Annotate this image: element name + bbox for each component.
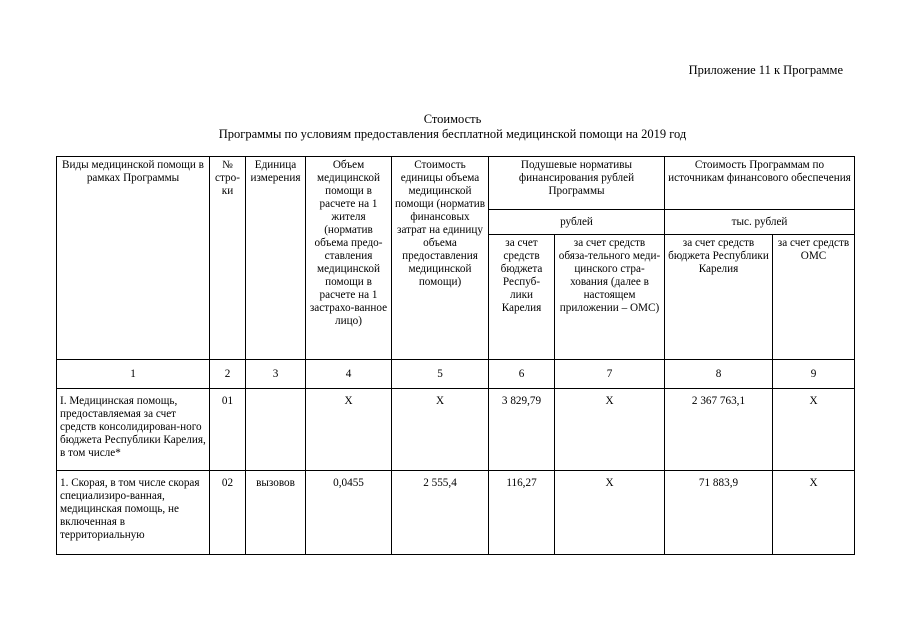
- column-number-row: [57, 360, 855, 389]
- header-col2: № стро-ки: [210, 157, 246, 360]
- row-volume: Х: [306, 389, 392, 471]
- header-col6: за счет средств бюджета Респуб-лики Карелия: [489, 235, 555, 360]
- row-volume: 0,0455: [306, 471, 392, 555]
- column-number: 6: [489, 360, 555, 389]
- header-col7: за счет средств обяза-тельного меди-цинского стра-хования (далее в настоящем приложении – ОМС): [555, 235, 665, 360]
- row-total-oms: Х: [773, 471, 855, 555]
- column-number: 3: [246, 360, 306, 389]
- row-unit: [246, 389, 306, 471]
- header-col9: за счет средств ОМС: [773, 235, 855, 360]
- row-per-capita-budget: 3 829,79: [489, 389, 555, 471]
- header-col5: Стоимость единицы объема медицинской помощи (норматив финансовых затрат на единицу объема предоставления медицинской помощи): [392, 157, 489, 360]
- header-group2: Стоимость Программам по источникам финансового обеспечения: [665, 157, 855, 210]
- title-line-1: Стоимость: [423, 112, 482, 126]
- column-number: 5: [392, 360, 489, 389]
- row-total-oms: Х: [773, 389, 855, 471]
- column-number: 7: [555, 360, 665, 389]
- row-per-capita-budget: 116,27: [489, 471, 555, 555]
- row-number: 01: [210, 389, 246, 471]
- table-row: [57, 471, 855, 555]
- row-name: 1. Скорая, в том числе скорая специализиро-ванная, медицинская помощь, не включенная в территориальную: [57, 471, 210, 555]
- row-unit: вызовов: [246, 471, 306, 555]
- row-per-capita-oms: Х: [555, 389, 665, 471]
- header-sub1: рублей: [489, 210, 665, 235]
- row-number: 02: [210, 471, 246, 555]
- row-cost: Х: [392, 389, 489, 471]
- header-col4: Объем медицинской помощи в расчете на 1 жителя (норматив объема предо-ставления медицинской помощи в расчете на 1 застрахо-ванное лицо): [306, 157, 392, 360]
- header-group1: Подушевые нормативы финансирования рублей Программы: [489, 157, 665, 210]
- title-line-2: Программы по условиям предоставления бесплатной медицинской помощи на 2019 год: [218, 127, 687, 141]
- header-col8: за счет средств бюджета Республики Карелия: [665, 235, 773, 360]
- row-per-capita-oms: Х: [555, 471, 665, 555]
- row-name: I. Медицинская помощь, предоставляемая за счет средств консолидирован-ного бюджета Республики Карелия, в том числе*: [57, 389, 210, 471]
- row-total-budget: 71 883,9: [665, 471, 773, 555]
- table-row: [57, 389, 855, 471]
- appendix-label: Приложение 11 к Программе: [688, 63, 843, 77]
- row-cost: 2 555,4: [392, 471, 489, 555]
- cost-table: [56, 156, 855, 555]
- header-sub2: тыс. рублей: [665, 210, 855, 235]
- row-total-budget: 2 367 763,1: [665, 389, 773, 471]
- column-number: 9: [773, 360, 855, 389]
- column-number: 4: [306, 360, 392, 389]
- column-number: 1: [57, 360, 210, 389]
- header-col3: Единица измерения: [246, 157, 306, 360]
- header-col1: Виды медицинской помощи в рамках Программы: [57, 157, 210, 360]
- document-title: [0, 112, 905, 142]
- column-number: 8: [665, 360, 773, 389]
- column-number: 2: [210, 360, 246, 389]
